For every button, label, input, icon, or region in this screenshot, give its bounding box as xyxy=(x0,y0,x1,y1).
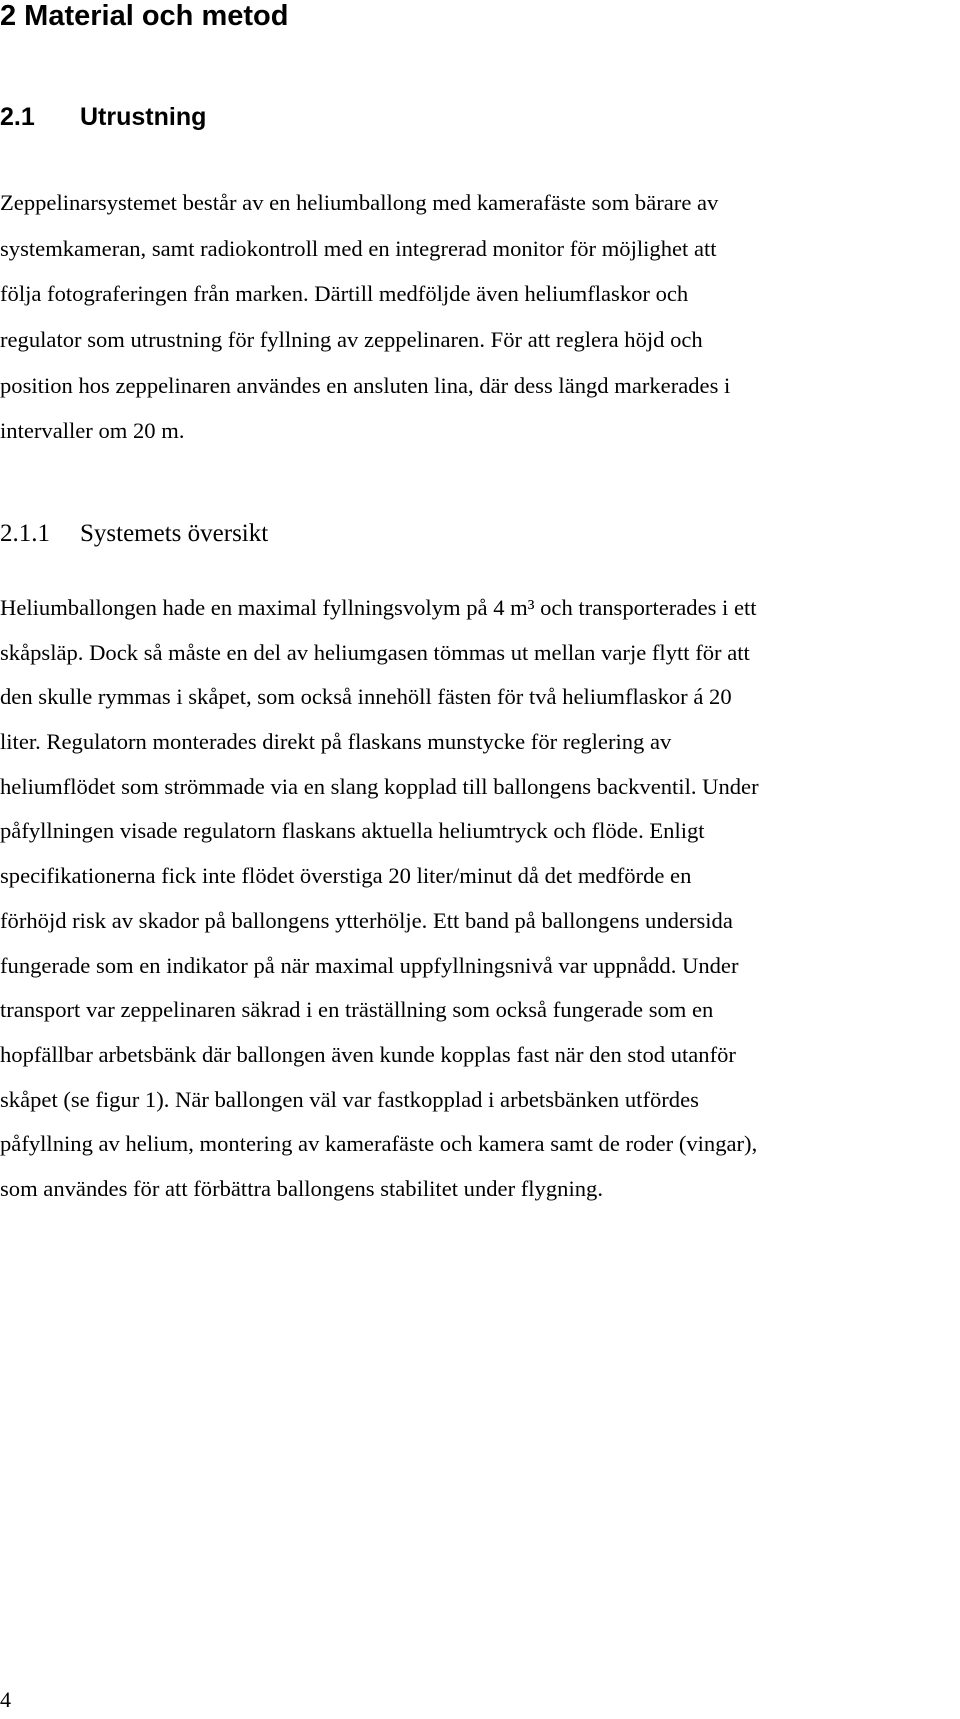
section-number: 2.1 xyxy=(0,103,35,131)
paragraph-line: hopfällbar arbetsbänk där ballongen även kunde kopplas fast när den stod utanför xyxy=(0,1041,736,1067)
paragraph-line: transport var zeppelinaren säkrad i en träställning som också fungerade som en xyxy=(0,997,714,1023)
section-title: Utrustning xyxy=(80,103,207,131)
paragraph-line: systemkameran, samt radiokontroll med en integrerad monitor för möjlighet att xyxy=(0,235,717,261)
chapter-heading: 2 Material och metod xyxy=(0,0,289,32)
paragraph-line: liter. Regulatorn monterades direkt på flaskans munstycke för reglering av xyxy=(0,729,672,755)
section-heading xyxy=(0,101,950,133)
paragraph-line: påfyllningen visade regulatorn flaskans aktuella heliumtryck och flöde. Enligt xyxy=(0,818,705,844)
paragraph-line: skåpet (se figur 1). När ballongen väl var fastkopplad i arbetsbänken utfördes xyxy=(0,1086,699,1112)
paragraph-line: regulator som utrustning för fyllning av zeppelinaren. För att reglera höjd och xyxy=(0,327,703,353)
subsection-title: Systemets översikt xyxy=(80,520,269,547)
paragraph-line: följa fotograferingen från marken. Därtill medföljde även heliumflaskor och xyxy=(0,281,689,307)
paragraph-line: fungerade som en indikator på när maximal uppfyllningsnivå var uppnådd. Under xyxy=(0,952,739,978)
subsection-number: 2.1.1 xyxy=(0,520,50,547)
paragraph-line: specifikationerna fick inte flödet överstiga 20 liter/minut då det medförde en xyxy=(0,863,692,889)
paragraph-line: Zeppelinarsystemet består av en heliumballong med kamerafäste som bärare av xyxy=(0,190,719,215)
paragraph-line: position hos zeppelinaren användes en ansluten lina, där dess längd markerades i xyxy=(0,372,731,398)
paragraph-line: som användes för att förbättra ballongens stabilitet under flygning. xyxy=(0,1175,603,1201)
paragraph-line: Heliumballongen hade en maximal fyllningsvolym på 4 m³ och transporterades i ett xyxy=(0,595,757,620)
paragraph-line: förhöjd risk av skador på ballongens ytterhölje. Ett band på ballongens undersida xyxy=(0,907,733,933)
subsection-heading xyxy=(0,515,950,553)
overview-paragraph xyxy=(0,589,955,1215)
page-number: 4 xyxy=(0,1687,11,1712)
paragraph-line: påfyllning av helium, montering av kamerafäste och kamera samt de roder (vingar), xyxy=(0,1131,758,1157)
intro-paragraph xyxy=(0,184,955,458)
paragraph-line: den skulle rymmas i skåpet, som också innehöll fästen för två heliumflaskor á 20 xyxy=(0,684,732,710)
paragraph-line: heliumflödet som strömmade via en slang kopplad till ballongens backventil. Under xyxy=(0,773,759,799)
paragraph-line: intervaller om 20 m. xyxy=(0,418,185,444)
paragraph-line: skåpsläp. Dock så måste en del av heliumgasen tömmas ut mellan varje flytt för att xyxy=(0,639,750,665)
